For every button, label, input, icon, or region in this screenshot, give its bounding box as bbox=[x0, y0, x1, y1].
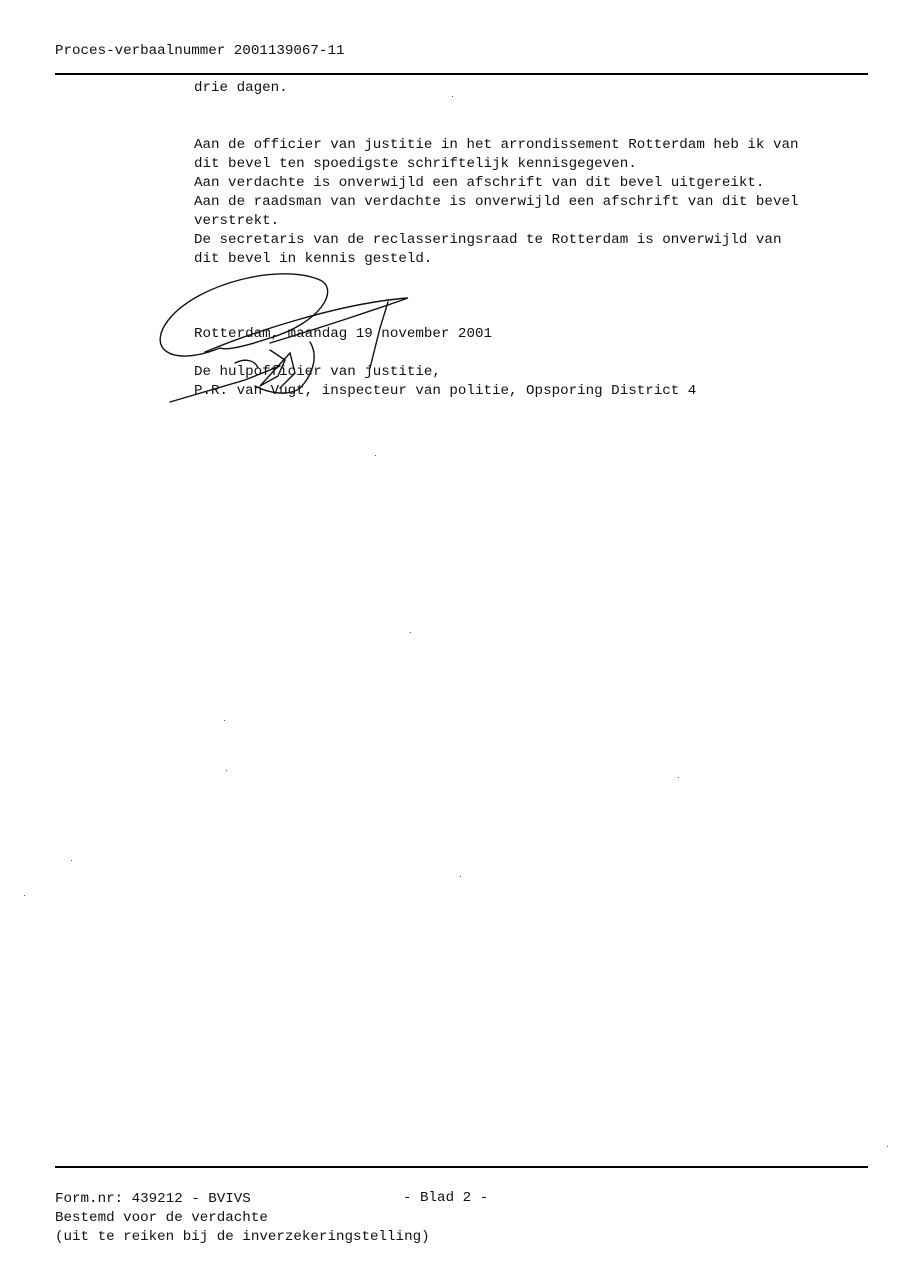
signatory-role: De hulpofficier van justitie, bbox=[194, 364, 441, 380]
scan-speck bbox=[24, 895, 25, 896]
body-line: De secretaris van de reclasseringsraad te Rotterdam is onverwijld van bbox=[194, 232, 782, 248]
form-footer bbox=[55, 1190, 489, 1247]
handout-instruction: (uit te reiken bij de inverzekeringstelling) bbox=[55, 1229, 430, 1245]
page-number: - Blad 2 - bbox=[403, 1190, 489, 1206]
continuation-paragraph bbox=[194, 79, 288, 98]
scan-speck bbox=[460, 876, 461, 877]
body-line: dit bevel in kennis gesteld. bbox=[194, 251, 433, 267]
scan-speck bbox=[71, 860, 72, 861]
place-date: Rotterdam, maandag 19 november 2001 bbox=[194, 326, 492, 342]
footer-divider bbox=[55, 1166, 868, 1168]
scan-speck bbox=[678, 777, 679, 778]
form-number: Form.nr: 439212 - BVIVS bbox=[55, 1191, 251, 1207]
scan-speck bbox=[887, 1146, 888, 1147]
body-line: drie dagen. bbox=[194, 80, 288, 96]
header-divider bbox=[55, 73, 868, 75]
body-line: Aan de officier van justitie in het arrondissement Rotterdam heb ik van bbox=[194, 137, 799, 153]
body-line: dit bevel ten spoedigste schriftelijk kennisgegeven. bbox=[194, 156, 637, 172]
body-line: Aan verdachte is onverwijld een afschrift van dit bevel uitgereikt. bbox=[194, 175, 765, 191]
body-line: verstrekt. bbox=[194, 213, 280, 229]
signatory-name: P.R. van Vugt, inspecteur van politie, Opsporing District 4 bbox=[194, 383, 697, 399]
notification-paragraph bbox=[194, 136, 799, 269]
scan-speck bbox=[226, 770, 227, 771]
document-header-title: Proces-verbaalnummer 2001139067-11 bbox=[55, 43, 345, 59]
handwritten-signature bbox=[150, 268, 430, 408]
recipient-note: Bestemd voor de verdachte bbox=[55, 1210, 268, 1226]
scan-speck bbox=[375, 455, 376, 456]
scan-speck bbox=[410, 632, 411, 633]
body-line: Aan de raadsman van verdachte is onverwijld een afschrift van dit bevel bbox=[194, 194, 799, 210]
scan-speck bbox=[452, 96, 453, 97]
scan-speck bbox=[224, 720, 225, 721]
